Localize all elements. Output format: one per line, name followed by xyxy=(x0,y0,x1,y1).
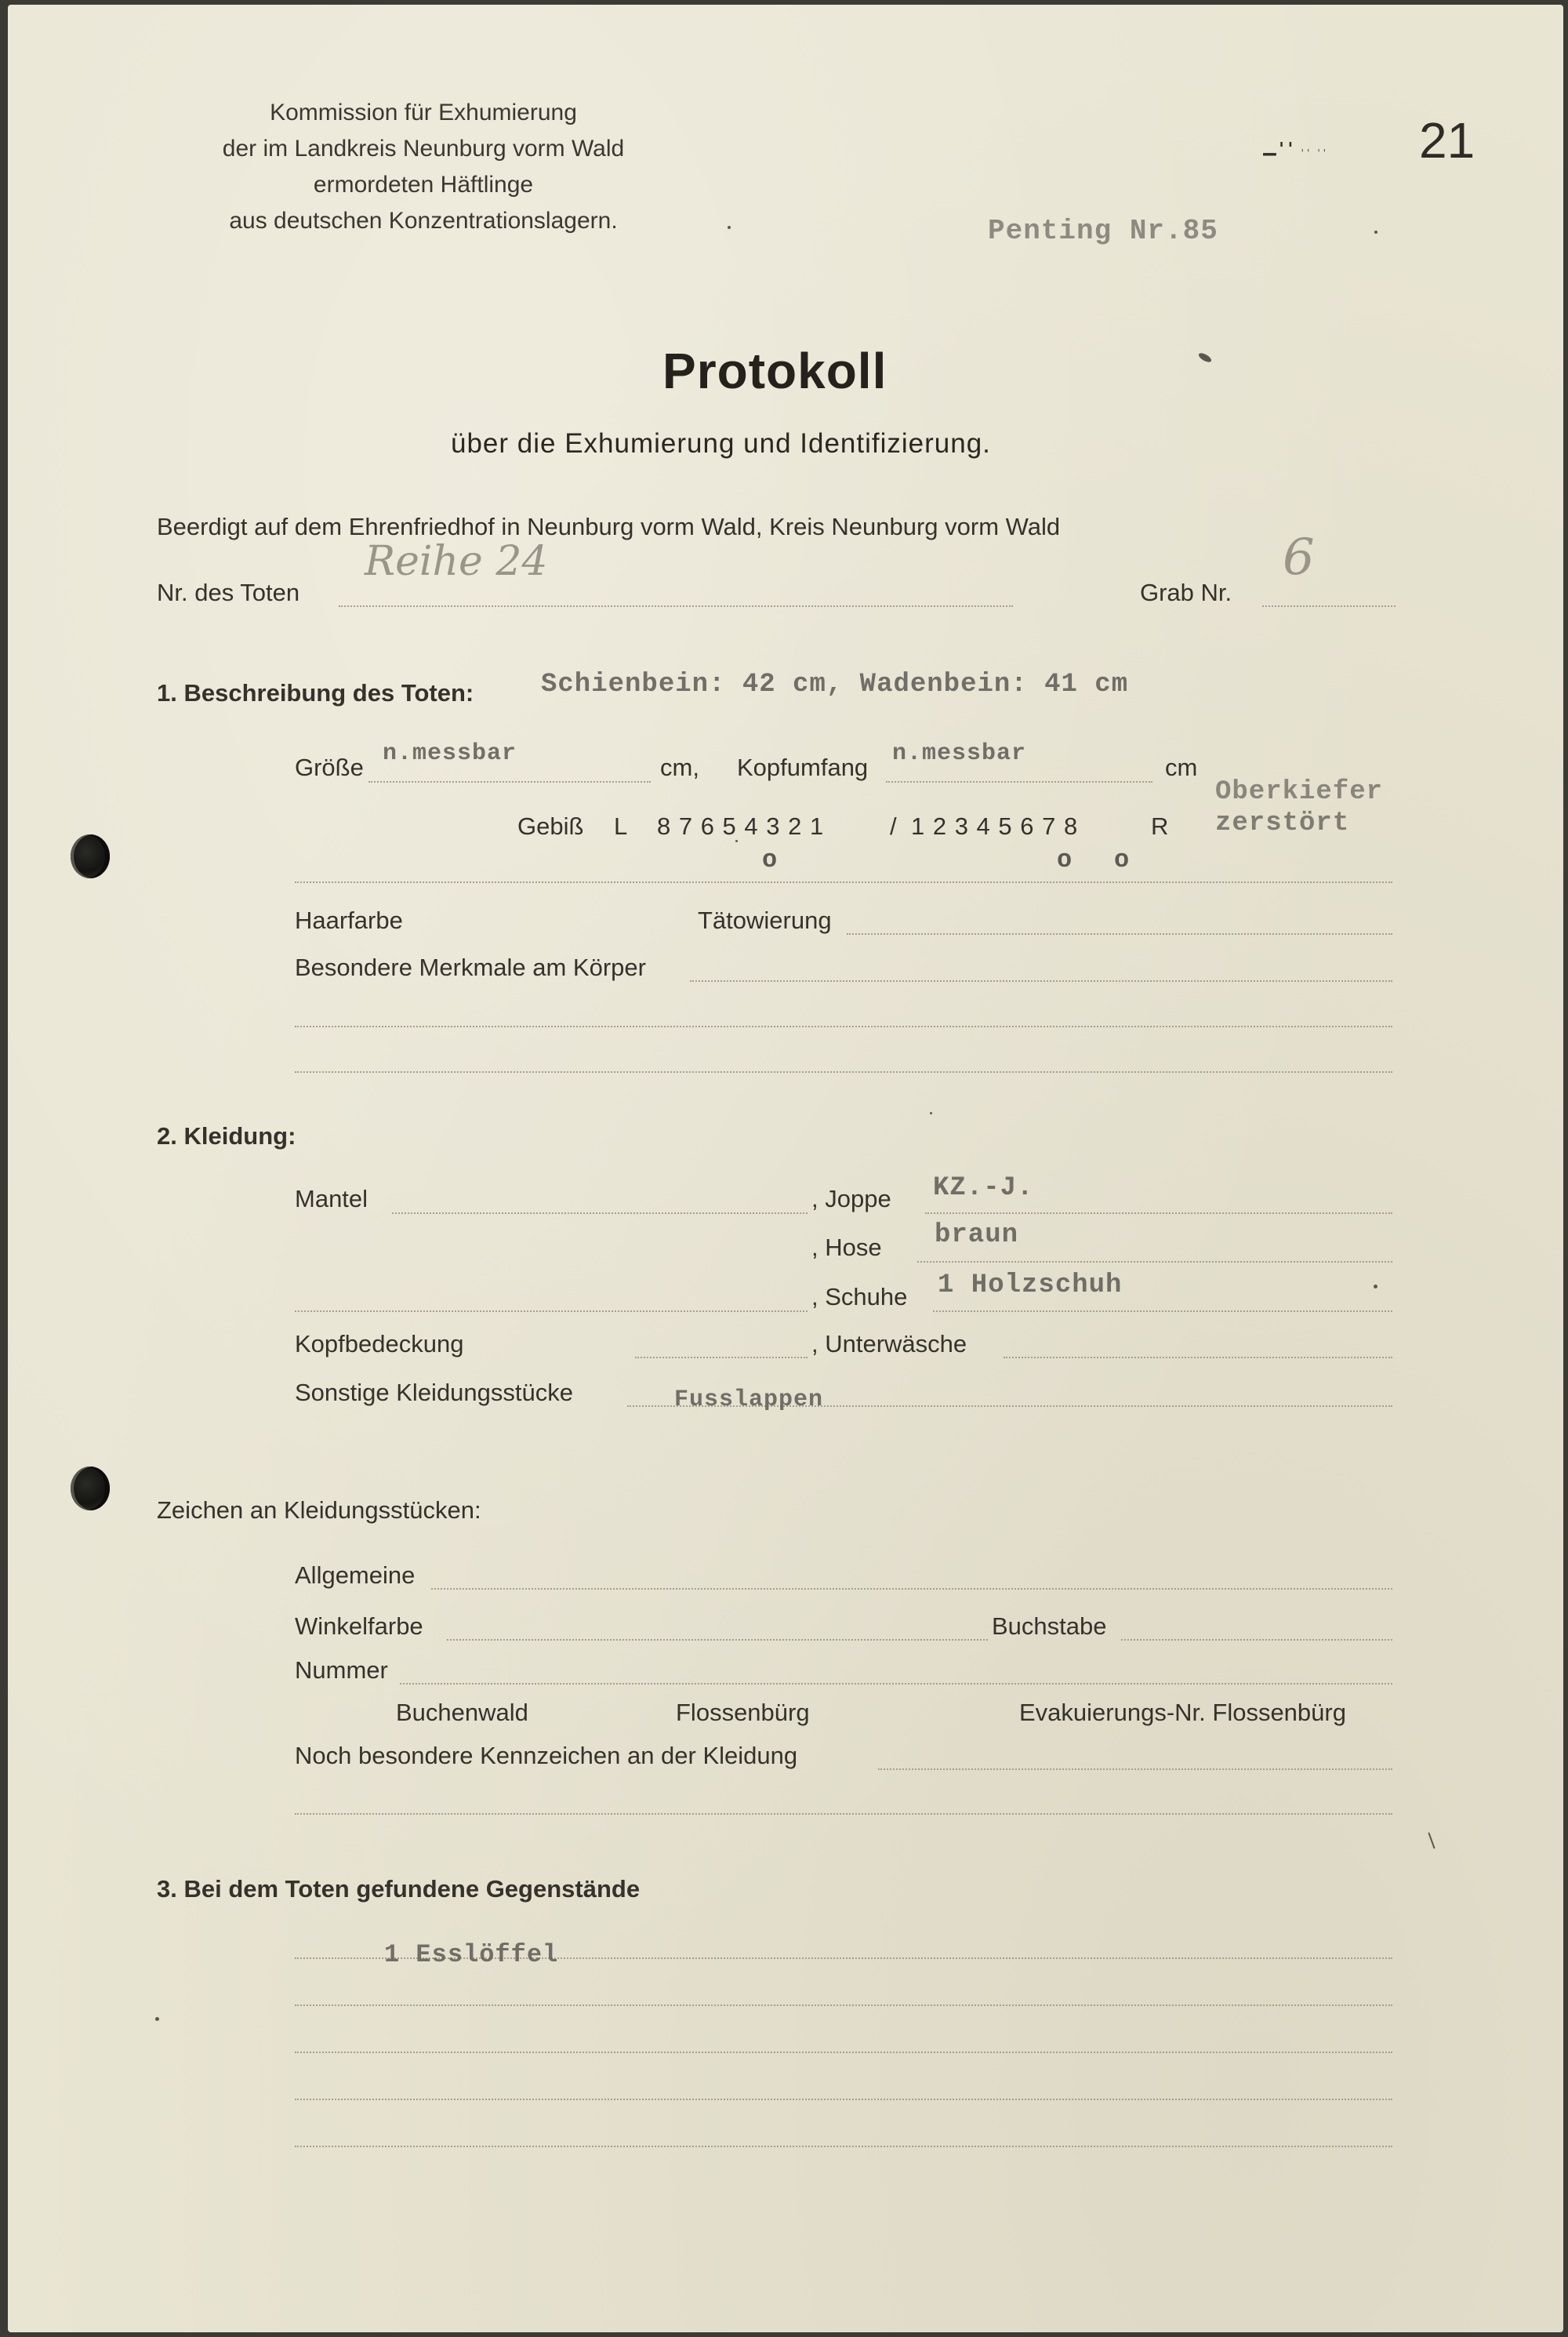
teeth-left-numbers: 8 7 6 5 4 3 2 1 xyxy=(657,812,824,840)
cm-label-1: cm, xyxy=(660,754,699,781)
number-line xyxy=(400,1683,1392,1685)
blank-line xyxy=(295,1813,1392,1815)
document-page xyxy=(8,5,1563,2332)
blank-line xyxy=(295,1026,1392,1027)
section3-heading: 3. Bei dem Toten gefundene Gegenstände xyxy=(157,1875,641,1903)
shoes-typed: 1 Holzschuh xyxy=(938,1270,1123,1300)
paper-speck xyxy=(930,1112,932,1114)
teeth-mark: o xyxy=(1057,845,1073,874)
height-line xyxy=(368,781,651,783)
headwear-label: Kopfbedeckung xyxy=(295,1330,464,1357)
document-title: Protokoll xyxy=(662,343,887,399)
page-number: 21 xyxy=(1419,112,1475,169)
teeth-separator: / xyxy=(890,812,897,840)
grave-number-handwritten: 6 xyxy=(1283,529,1315,587)
general-marks-label: Allgemeine xyxy=(295,1561,416,1589)
special-features-line xyxy=(690,980,1392,982)
other-clothing-label: Sonstige Kleidungsstücke xyxy=(295,1379,574,1406)
blank-line xyxy=(295,2004,1392,2006)
paper-speck xyxy=(1428,1832,1435,1848)
paper-speck xyxy=(1197,351,1213,364)
header-line-4: aus deutschen Konzentrationslagern. xyxy=(229,208,618,234)
underwear-label: , Unterwäsche xyxy=(811,1330,967,1357)
tattoo-line xyxy=(847,933,1392,935)
teeth-note-line-1: Oberkiefer xyxy=(1215,777,1384,807)
punch-hole xyxy=(71,834,110,878)
special-features-label: Besondere Merkmale am Körper xyxy=(295,954,646,981)
underwear-line xyxy=(1004,1357,1392,1358)
items-typed: 1 Esslöffel xyxy=(384,1940,559,1969)
blank-line xyxy=(295,1071,1392,1073)
document-subtitle: über die Exhumierung und Identifizierung. xyxy=(451,428,991,459)
teeth-note-line-2: zerstört xyxy=(1215,809,1350,838)
header-line-1: Kommission für Exhumierung xyxy=(270,100,577,125)
top-right-scribble: –ˈˈ ˈˈ ˈˈ xyxy=(1262,138,1328,168)
camp-flossenbuerg: Flossenbürg xyxy=(676,1699,810,1726)
teeth-mark: o xyxy=(762,845,778,874)
cm-label-2: cm xyxy=(1165,754,1198,781)
punch-hole xyxy=(71,1467,110,1510)
teeth-line xyxy=(295,881,1392,883)
height-label: Größe xyxy=(295,754,364,781)
general-marks-line xyxy=(431,1588,1392,1590)
angle-color-label: Winkelfarbe xyxy=(295,1612,423,1640)
paper-speck xyxy=(735,840,738,842)
number-label: Nummer xyxy=(295,1656,388,1684)
burial-line: Beerdigt auf dem Ehrenfriedhof in Neunburg vorm Wald, Kreis Neunburg vorm Wald xyxy=(157,513,1061,540)
blank-line xyxy=(295,2052,1392,2053)
head-circumference-typed: n.messbar xyxy=(892,740,1027,767)
trousers-line xyxy=(917,1261,1392,1263)
teeth-right-numbers: 1 2 3 4 5 6 7 8 xyxy=(911,812,1078,840)
death-number-handwritten: Reihe 24 xyxy=(365,538,548,585)
grave-number-label: Grab Nr. xyxy=(1140,579,1232,606)
commission-header xyxy=(157,95,690,239)
death-number-label: Nr. des Toten xyxy=(157,579,300,606)
teeth-left-label: L xyxy=(614,812,628,840)
evacuation-number-label: Evakuierungs-Nr. Flossenbürg xyxy=(1019,1699,1346,1726)
description-typed: Schienbein: 42 cm, Wadenbein: 41 cm xyxy=(541,670,1129,700)
teeth-right-label: R xyxy=(1151,812,1169,840)
header-line-2: der im Landkreis Neunburg vorm Wald xyxy=(222,136,625,162)
height-typed: n.messbar xyxy=(383,740,517,767)
angle-color-line xyxy=(447,1639,988,1641)
letter-line xyxy=(1121,1639,1392,1641)
headwear-line xyxy=(635,1357,808,1358)
paper-speck xyxy=(155,2017,159,2021)
other-clothing-typed: Fusslappen xyxy=(674,1387,824,1413)
shoes-label: , Schuhe xyxy=(811,1283,908,1310)
teeth-mark: o xyxy=(1114,845,1130,874)
death-number-line xyxy=(339,605,1013,607)
shoes-line xyxy=(933,1310,1392,1312)
section2-heading: 2. Kleidung: xyxy=(157,1122,296,1150)
paper-speck xyxy=(1374,231,1377,234)
coat-line xyxy=(392,1212,808,1214)
blank-line xyxy=(295,2146,1392,2147)
blank-line xyxy=(295,1310,808,1312)
clothing-marks-heading: Zeichen an Kleidungsstücken: xyxy=(157,1496,481,1524)
letter-label: Buchstabe xyxy=(992,1612,1107,1640)
section1-heading: 1. Beschreibung des Toten: xyxy=(157,679,474,707)
special-marks-label: Noch besondere Kennzeichen an der Kleidung xyxy=(295,1742,798,1769)
tattoo-label: Tätowierung xyxy=(698,907,832,934)
header-line-3: ermordeten Häftlinge xyxy=(313,172,534,198)
camp-buchenwald: Buchenwald xyxy=(396,1699,528,1726)
trousers-label: , Hose xyxy=(811,1234,882,1261)
paper-speck xyxy=(1374,1285,1377,1288)
paper-speck xyxy=(728,226,731,229)
hair-color-label: Haarfarbe xyxy=(295,907,403,934)
head-circumference-line xyxy=(886,781,1152,783)
head-circumference-label: Kopfumfang xyxy=(737,754,869,781)
trousers-typed: braun xyxy=(935,1220,1019,1250)
jacket-typed: KZ.-J. xyxy=(933,1173,1034,1203)
reference-stamp: Penting Nr.85 xyxy=(988,215,1218,247)
grave-number-line xyxy=(1262,605,1396,607)
jacket-label: , Joppe xyxy=(811,1185,891,1212)
teeth-label: Gebiß xyxy=(517,812,584,840)
jacket-line xyxy=(925,1212,1392,1214)
blank-line xyxy=(295,2099,1392,2100)
special-marks-line xyxy=(878,1768,1392,1770)
coat-label: Mantel xyxy=(295,1185,368,1212)
